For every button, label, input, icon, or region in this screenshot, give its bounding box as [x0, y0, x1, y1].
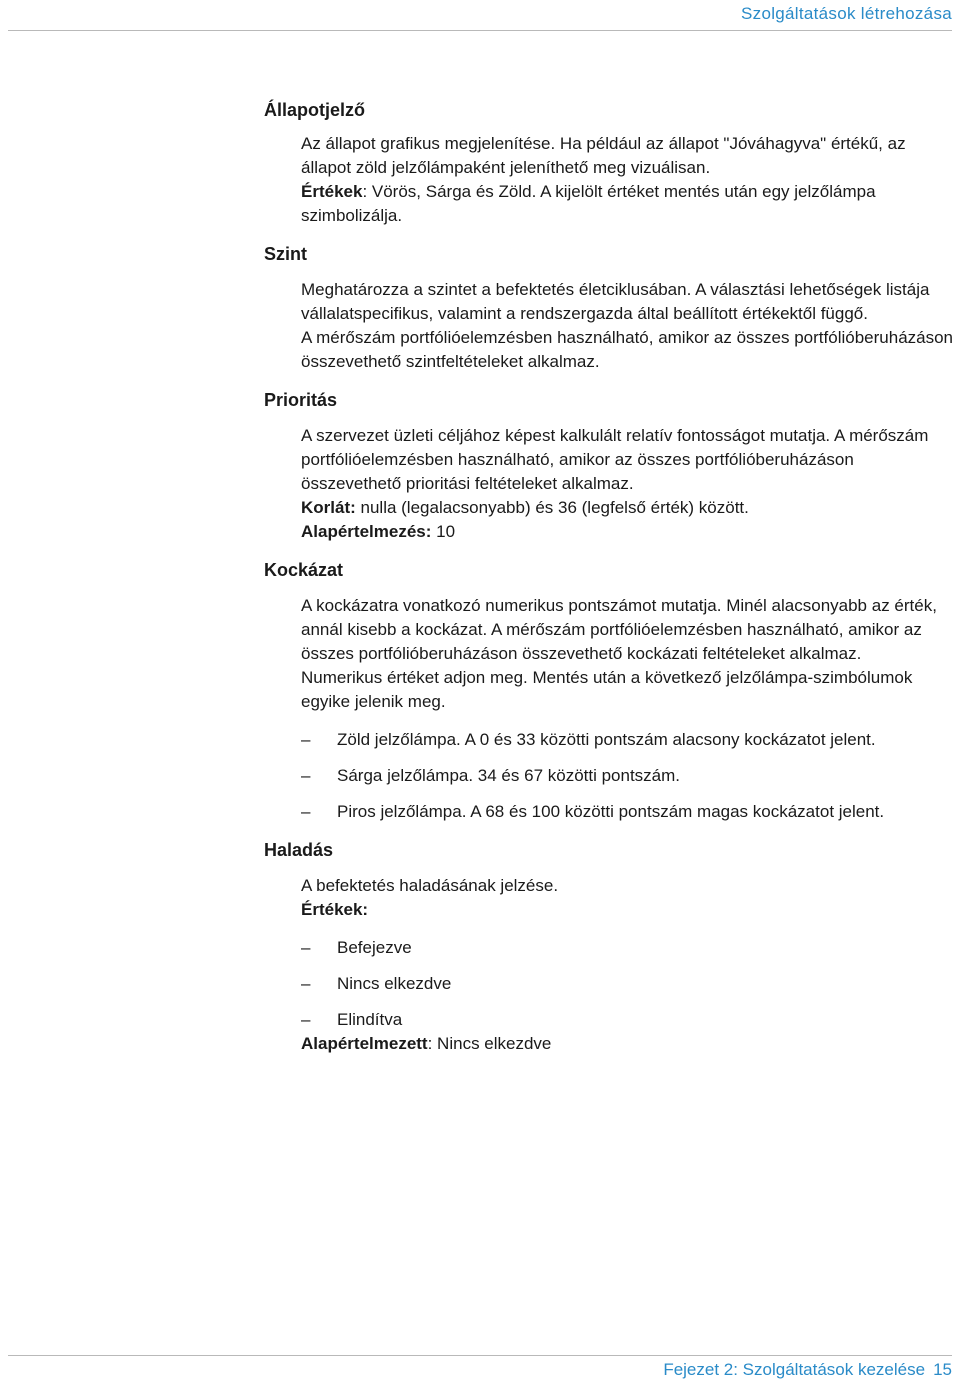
running-footer [8, 1355, 952, 1380]
list-item: ‒ Befejezve [301, 936, 954, 960]
list-item: ‒ Elindítva [301, 1008, 954, 1032]
header-title: Szolgáltatások létrehozása [741, 4, 952, 23]
section-szint [264, 242, 954, 374]
section-body [301, 874, 954, 1056]
footer-chapter: Fejezet 2: Szolgáltatások kezelése [663, 1360, 926, 1379]
section-heading: Haladás [264, 840, 334, 860]
paragraph: A szervezet üzleti céljához képest kalkulált relatív fontosságot mutatja. A mérőszám portfólióelemzésben használható, amikor az összes portfólióberuházáson összevethető prioritási feltételeket alkalmaz. [301, 426, 929, 493]
paragraph: Korlát: nulla (legalacsonyabb) és 36 (legfelső érték) között. [301, 498, 749, 517]
paragraph [301, 898, 954, 922]
page-number: 15 [933, 1360, 952, 1379]
list-item: ‒ Nincs elkezdve [301, 972, 954, 996]
section-haladas [264, 838, 954, 1056]
list-item: ‒ Piros jelzőlámpa. A 68 és 100 közötti pontszám magas kockázatot jelent. [301, 800, 954, 824]
section-allapotjelzo [264, 98, 954, 228]
list-item: ‒ Zöld jelzőlámpa. A 0 és 33 közötti pontszám alacsony kockázatot jelent. [301, 728, 954, 752]
bold-label: Alapértelmezés: [301, 522, 432, 541]
paragraph: Értékek: Vörös, Sárga és Zöld. A kijelölt értéket mentés után egy jelzőlámpa szimbolizálja. [301, 182, 876, 225]
paragraph: Alapértelmezés: 10 [301, 522, 456, 541]
bold-label: Értékek: [301, 900, 369, 919]
section-body [301, 424, 954, 544]
running-header [8, 4, 952, 31]
section-kockazat [264, 558, 954, 824]
paragraph: A mérőszám portfólióelemzésben használható, amikor az összes portfólióberuházáson összevethető szintfeltételeket alkalmaz. [301, 328, 954, 371]
section-heading: Állapotjelző [264, 100, 366, 120]
section-body [301, 278, 954, 374]
bold-label: Korlát: [301, 498, 356, 517]
section-body [301, 594, 954, 824]
bold-label: Alapértelmezett [301, 1034, 428, 1053]
dash-bullet-icon: ‒ [301, 974, 311, 993]
paragraph: Numerikus értéket adjon meg. Mentés után a következő jelzőlámpa-szimbólumok egyike jelenik meg. [301, 668, 913, 711]
dash-bullet-icon: ‒ [301, 1010, 311, 1029]
paragraph: A befektetés haladásának jelzése. [301, 876, 559, 895]
list-item: ‒ Sárga jelzőlámpa. 34 és 67 közötti pontszám. [301, 764, 954, 788]
dash-bullet-icon: ‒ [301, 766, 311, 785]
section-heading: Prioritás [264, 390, 338, 410]
risk-list [301, 728, 954, 824]
paragraph: Alapértelmezett: Nincs elkezdve [301, 1034, 552, 1053]
dash-bullet-icon: ‒ [301, 938, 311, 957]
progress-values-list [301, 936, 954, 1032]
section-heading: Kockázat [264, 560, 344, 580]
paragraph: Meghatározza a szintet a befektetés életciklusában. A választási lehetőségek listája vállalatspecifikus, valamint a rendszergazda által beállított értékektől függő. [301, 280, 930, 323]
dash-bullet-icon: ‒ [301, 730, 311, 749]
section-body [301, 132, 954, 228]
paragraph: A kockázatra vonatkozó numerikus pontszámot mutatja. Minél alacsonyabb az érték, annál kisebb a kockázat. A mérőszám portfólióelemzésben használható, amikor az összes portfólióberuházáson összevethető kockázati feltételeket alkalmaz. [301, 596, 937, 663]
bold-label: Értékek [301, 182, 363, 201]
section-heading: Szint [264, 244, 307, 264]
section-prioritas [264, 388, 954, 544]
document-body [264, 98, 954, 1056]
dash-bullet-icon: ‒ [301, 802, 311, 821]
paragraph: Az állapot grafikus megjelenítése. Ha például az állapot "Jóváhagyva" értékű, az állapot zöld jelzőlámpaként jeleníthető meg vizuálisan. [301, 134, 906, 177]
